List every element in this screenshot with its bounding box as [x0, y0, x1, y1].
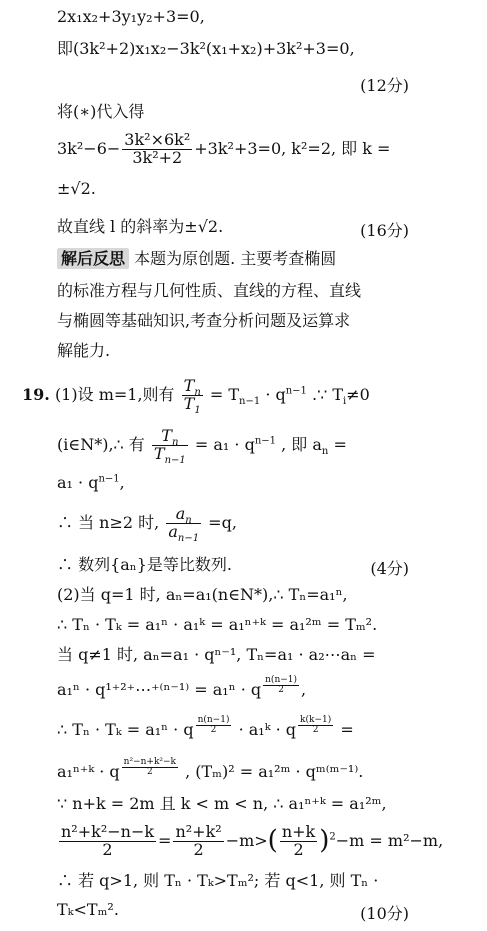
question-line: ∴ 当 n≥2 时, $\frac{a_n}{a_{n-1}}$ =q, [57, 504, 237, 544]
score-label: (4分) [370, 559, 409, 578]
reflection-line: 的标准方程与几何性质、直线的方程、直线 [57, 281, 362, 300]
equation-line: 2x₁x₂+3y₁y₂+3=0, [57, 7, 205, 26]
question-line: ∴ 若 q>1, 则 Tₙ · Tₖ>Tₘ²; 若 q<1, 则 Tₙ · [57, 871, 379, 890]
fraction: $\frac{\text{3k²×6k²}}{\text{3k²+2}}$ [124, 130, 191, 167]
equation-line: ±√2. [57, 179, 96, 198]
question-line: (i∈N*),∴ 有 $\frac{T_n}{T_{n-1}}$ = $a_1 \cdot q^{n-1}$ , 即 $a_n$ = [57, 426, 347, 466]
fraction: $\frac{n+k}{2}$ [281, 822, 316, 859]
question-line: 当 q≠1 时, aₙ=a₁ · qⁿ⁻¹, Tₙ=a₁ · a₂⋯aₙ = [57, 645, 376, 664]
reflection-line: 解后反思 本题为原创题. 主要考查椭圆 [57, 250, 336, 268]
question-number: 19. [22, 384, 50, 404]
reflection-line: 解能力. [57, 341, 111, 360]
question-line: 19. (1)设 m=1,则有 $\frac{T_n}{T_1}$ = $T_{n-1} \cdot q^{n-1}$ .∵ $T_i\ne 0$ [22, 376, 370, 416]
question-line: $a_1 \cdot q^{n-1}$, [57, 473, 125, 492]
fraction: $\frac{\text{n²+k²−n−k}}{2}$ [61, 822, 155, 859]
question-line: a₁ⁿ⁺ᵏ · q $^{\frac{\text{n²−n+k²−k}}{2}}$ , (Tₘ)² = a₁²ᵐ · qᵐ⁽ᵐ⁻¹⁾. [57, 757, 364, 781]
question-line: Tₖ<Tₘ². [57, 900, 119, 919]
reflection-line: 与椭圆等基础知识,考查分析问题及运算求 [57, 311, 351, 330]
question-line: $\frac{\text{n²+k²−n−k}}{2}$ = $\frac{\text{n²+k²}}{2}$ −m>( $\frac{n+k}{2}$ )$^2$−m = m²−m, [61, 822, 444, 859]
question-line: ∵ n+k = 2m 且 k < m < n, ∴ a₁ⁿ⁺ᵏ = a₁²ᵐ, [57, 794, 387, 813]
question-line: ∴ Tₙ · Tₖ = a₁ⁿ · a₁ᵏ = a₁ⁿ⁺ᵏ = a₁²ᵐ = Tₘ². [57, 615, 378, 634]
fraction: $\frac{T_n}{T_1}$ [183, 376, 201, 416]
question-line: ∴ Tₙ · Tₖ = a₁ⁿ · q $^{\frac{n(n-1)}{2}}$ · a₁ᵏ · q $^{\frac{k(k-1)}{2}}$ = [57, 715, 354, 739]
question-line: a₁ⁿ · q¹⁺²⁺⋯⁺⁽ⁿ⁻¹⁾ = a₁ⁿ · q $^{\frac{n(n-1)}{2}}$ , [57, 675, 307, 699]
fraction: $\frac{T_n}{T_{n-1}}$ [153, 426, 186, 466]
score-label: (16分) [360, 221, 409, 240]
score-label: (12分) [360, 76, 409, 95]
fraction: $\frac{\text{n²+k²}}{2}$ [175, 822, 222, 859]
equation-line: 即(3k²+2)x₁x₂−3k²(x₁+x₂)+3k²+3=0, [57, 39, 355, 58]
question-line: (2)当 q=1 时, aₙ=a₁(n∈N*),∴ Tₙ=a₁ⁿ, [57, 585, 348, 604]
reflection-badge: 解后反思 [57, 248, 129, 269]
conclusion-line: 故直线 l 的斜率为±√2. [57, 217, 224, 236]
score-label: (10分) [360, 904, 409, 923]
text-line: 将(∗)代入得 [57, 102, 145, 121]
question-line: ∴ 数列{aₙ}是等比数列. [57, 555, 232, 574]
equation-line: 3k²−6− $\frac{\text{3k²×6k²}}{\text{3k²+2}}$ +3k²+3=0, k²=2, 即 k = [57, 130, 391, 167]
fraction: $\frac{a_n}{a_{n-1}}$ [168, 504, 200, 544]
